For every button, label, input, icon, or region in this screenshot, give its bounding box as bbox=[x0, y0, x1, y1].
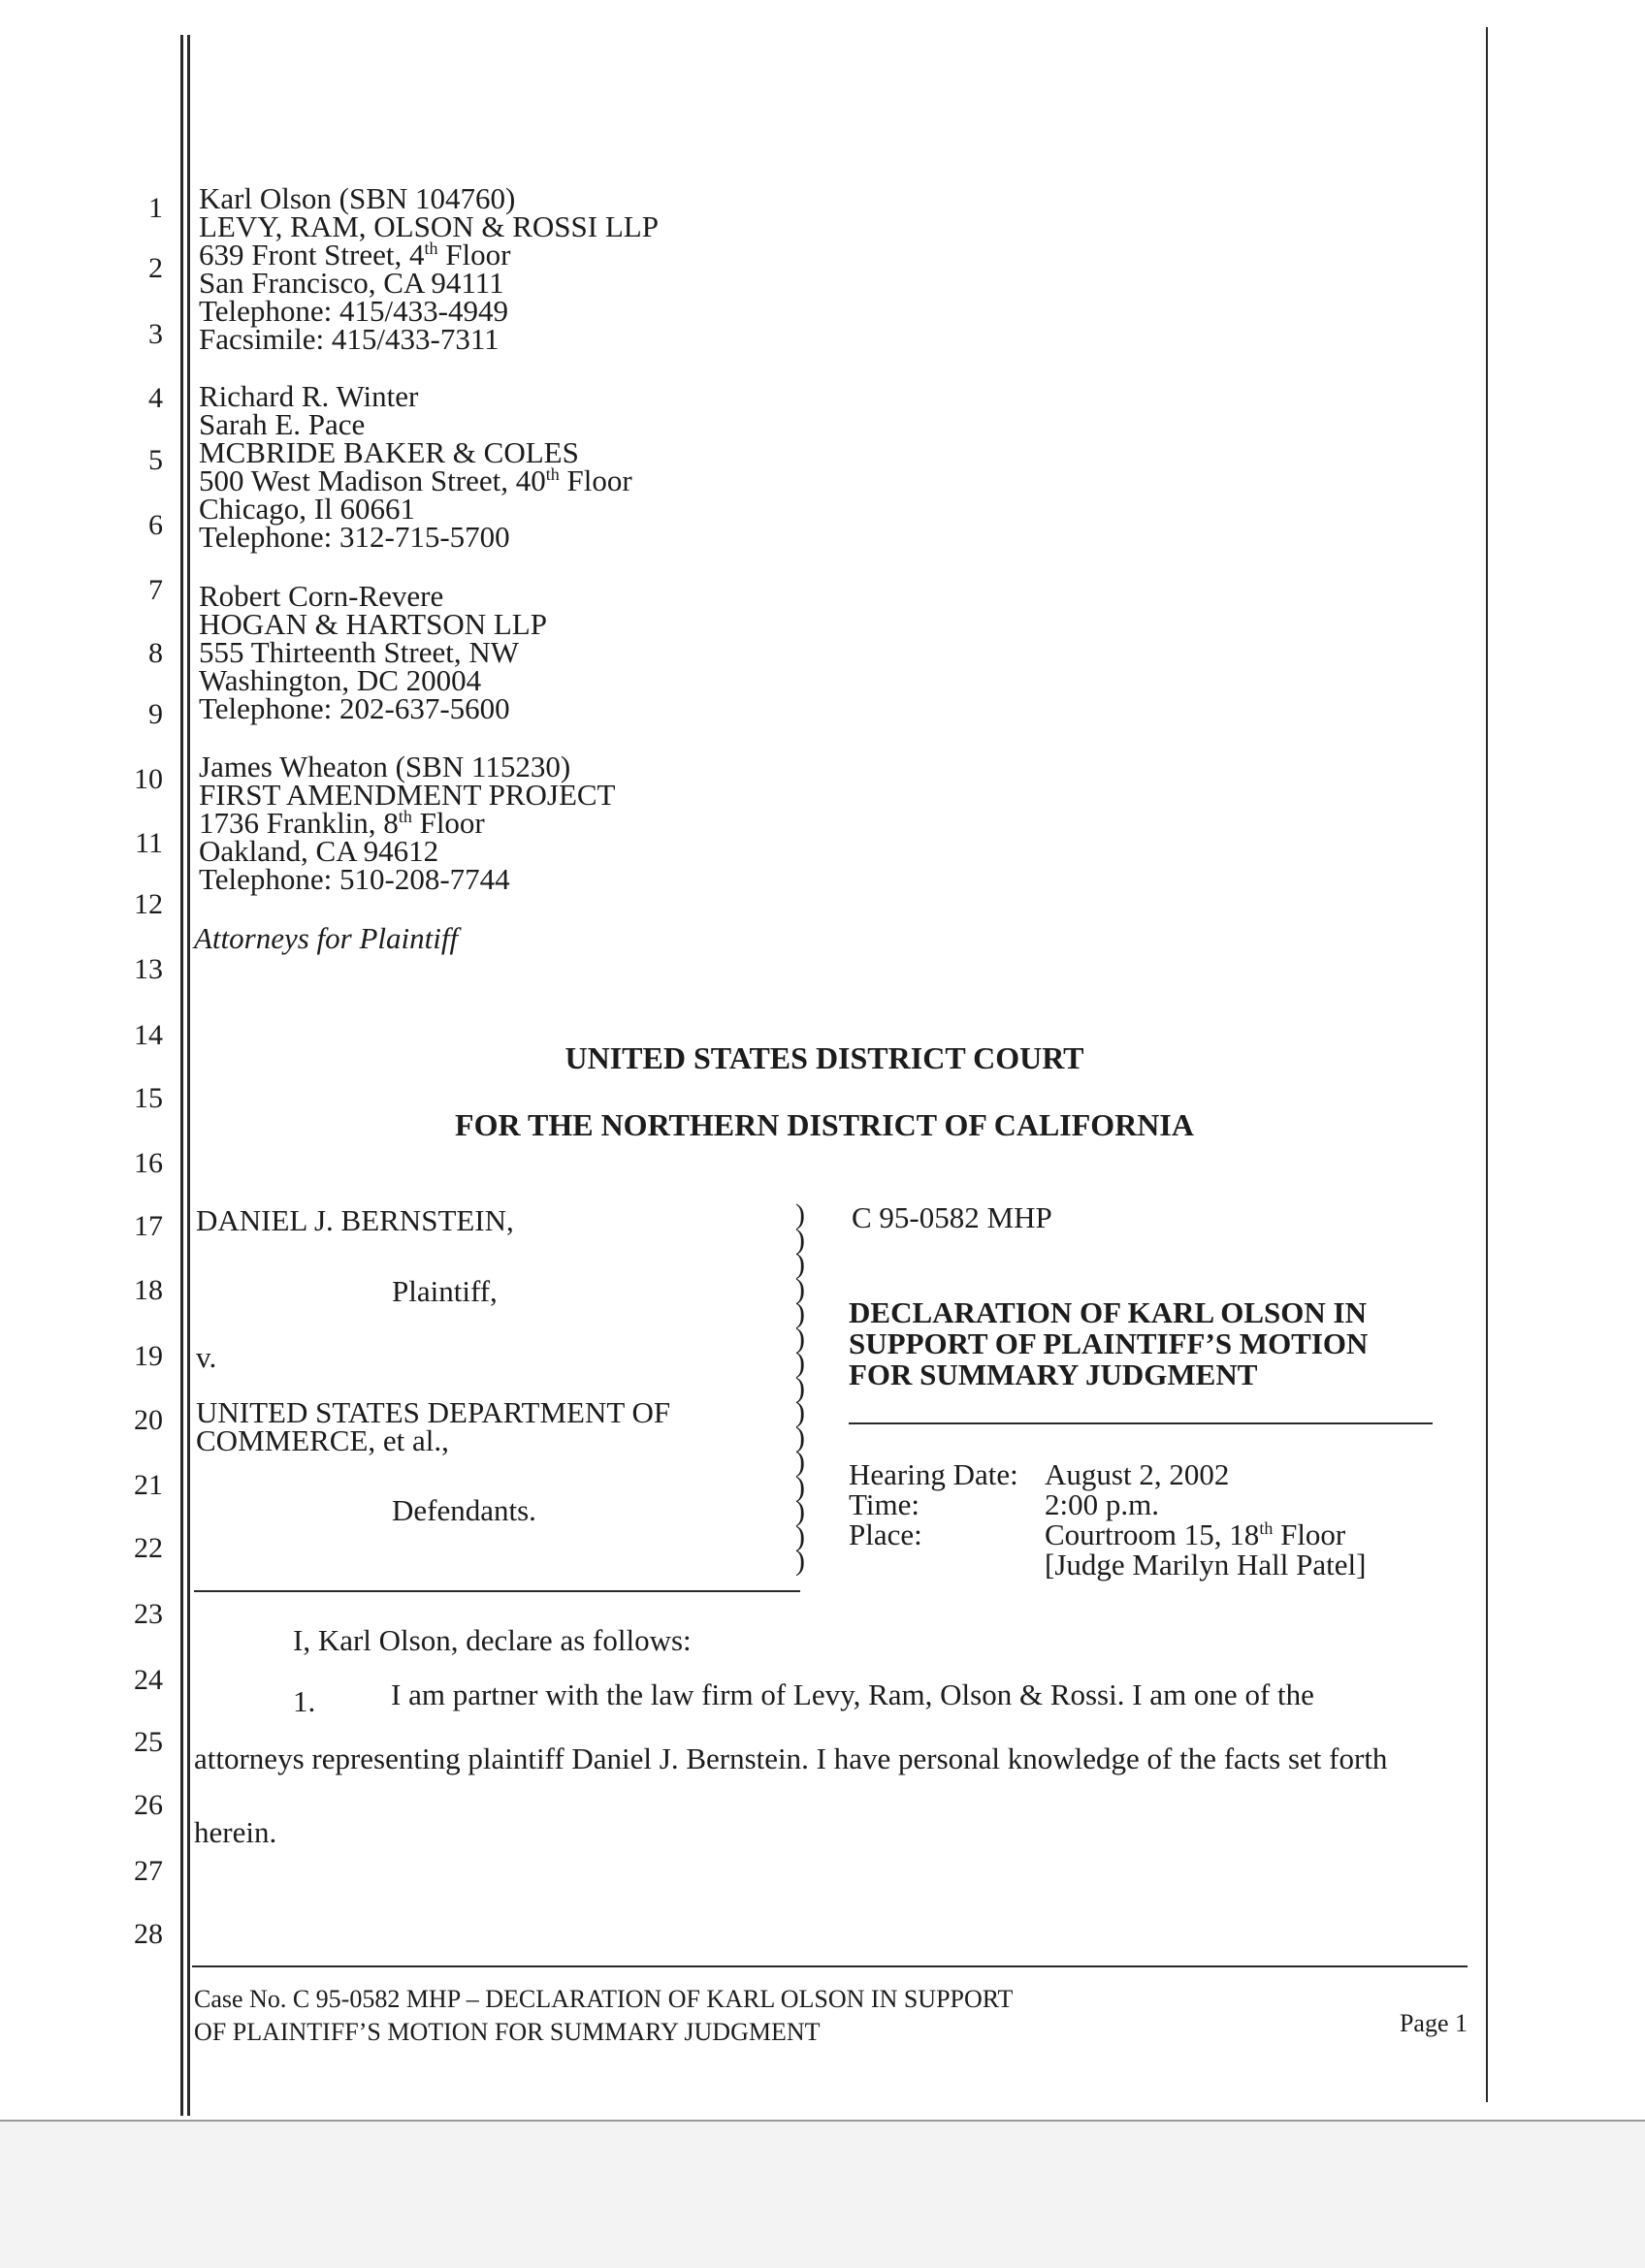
counsel-line: Telephone: 415/433-4949 bbox=[199, 294, 508, 328]
right-margin-rule bbox=[1486, 27, 1488, 2102]
counsel-block bbox=[199, 750, 616, 896]
caption-parenthesis: ) bbox=[795, 1347, 805, 1379]
line-number: 11 bbox=[135, 827, 163, 859]
footer-line-1: Case No. C 95-0582 MHP – DECLARATION OF KARL OLSON IN SUPPORT bbox=[194, 1985, 1014, 2013]
line-number: 12 bbox=[134, 888, 163, 920]
caption-parenthesis: ) bbox=[795, 1396, 805, 1428]
counsel-block bbox=[199, 579, 547, 725]
counsel-line: James Wheaton (SBN 115230) bbox=[199, 750, 571, 783]
counsel-line: San Francisco, CA 94111 bbox=[199, 266, 504, 300]
counsel-line: Telephone: 202-637-5600 bbox=[199, 691, 510, 725]
line-number: 22 bbox=[134, 1532, 163, 1564]
line-number: 23 bbox=[134, 1598, 163, 1630]
defendant-role: Defendants. bbox=[392, 1493, 536, 1527]
line-number: 19 bbox=[134, 1340, 163, 1372]
counsel-line: MCBRIDE BAKER & COLES bbox=[199, 435, 579, 469]
counsel-line: 639 Front Street, 4th Floor bbox=[199, 238, 511, 272]
line-number: 21 bbox=[134, 1469, 163, 1501]
line-number: 6 bbox=[148, 509, 163, 541]
line-number: 1 bbox=[148, 192, 163, 224]
line-number: 10 bbox=[134, 763, 163, 795]
counsel-line: Telephone: 510-208-7744 bbox=[199, 862, 510, 896]
counsel-line: Robert Corn-Revere bbox=[199, 579, 444, 613]
caption-parenthesis: ) bbox=[795, 1470, 805, 1503]
caption-bottom-rule bbox=[194, 1590, 800, 1592]
counsel-line: Washington, DC 20004 bbox=[199, 663, 482, 697]
caption-parenthesis: ) bbox=[795, 1223, 805, 1256]
line-number: 15 bbox=[134, 1082, 163, 1114]
counsel-line: HOGAN & HARTSON LLP bbox=[199, 607, 547, 641]
line-number: 25 bbox=[134, 1726, 163, 1758]
line-number: 7 bbox=[148, 574, 163, 606]
left-margin-rule-inner bbox=[187, 35, 190, 2116]
hearing-date-value: August 2, 2002 bbox=[1045, 1457, 1230, 1491]
paragraph-1-line-1: I am partner with the law firm of Levy, Ram, Olson & Rossi. I am one of the bbox=[391, 1677, 1314, 1711]
defendant-line-2: COMMERCE, et al., bbox=[196, 1423, 449, 1457]
hearing-labels bbox=[849, 1459, 1018, 1549]
line-number: 18 bbox=[134, 1274, 163, 1306]
line-number: 27 bbox=[134, 1855, 163, 1887]
declaration-title-line: FOR SUMMARY JUDGMENT bbox=[849, 1358, 1258, 1391]
case-number: C 95-0582 MHP bbox=[852, 1200, 1052, 1234]
hearing-time-label: Time: bbox=[849, 1487, 919, 1521]
caption-parenthesis: ) bbox=[795, 1297, 805, 1329]
line-number: 17 bbox=[134, 1210, 163, 1242]
counsel-line: 1736 Franklin, 8th Floor bbox=[199, 806, 485, 840]
paragraph-1-line-3: herein. bbox=[194, 1815, 277, 1849]
caption-parenthesis-column bbox=[795, 1198, 815, 1577]
caption-parenthesis: ) bbox=[795, 1371, 805, 1404]
counsel-line: 555 Thirteenth Street, NW bbox=[199, 635, 520, 669]
caption-parenthesis: ) bbox=[795, 1446, 805, 1478]
hearing-place-label: Place: bbox=[849, 1517, 922, 1551]
title-underline bbox=[849, 1422, 1433, 1424]
counsel-line: LEVY, RAM, OLSON & ROSSI LLP bbox=[199, 209, 659, 243]
line-number: 16 bbox=[134, 1147, 163, 1179]
declaration-title-line: DECLARATION OF KARL OLSON IN bbox=[849, 1295, 1367, 1329]
footer-rule bbox=[192, 1965, 1468, 1967]
line-number: 2 bbox=[148, 252, 163, 284]
declaration-intro: I, Karl Olson, declare as follows: bbox=[293, 1623, 692, 1657]
court-name: UNITED STATES DISTRICT COURT bbox=[564, 1040, 1084, 1075]
line-number: 24 bbox=[134, 1664, 163, 1696]
line-number: 13 bbox=[134, 953, 163, 985]
caption-parenthesis: ) bbox=[795, 1421, 805, 1453]
left-margin-rule-outer bbox=[180, 35, 183, 2116]
counsel-block bbox=[199, 379, 632, 554]
court-district: FOR THE NORTHERN DISTRICT OF CALIFORNIA bbox=[455, 1107, 1194, 1142]
declaration-title-line: SUPPORT OF PLAINTIFF’S MOTION bbox=[849, 1326, 1369, 1360]
footer-line-2: OF PLAINTIFF’S MOTION FOR SUMMARY JUDGMENT bbox=[194, 2018, 821, 2046]
counsel-line: 500 West Madison Street, 40th Floor bbox=[199, 463, 632, 497]
line-number: 4 bbox=[148, 382, 163, 414]
line-number: 14 bbox=[134, 1019, 163, 1051]
counsel-line: FIRST AMENDMENT PROJECT bbox=[199, 778, 616, 812]
line-number: 9 bbox=[148, 698, 163, 730]
counsel-block bbox=[199, 181, 659, 356]
line-number: 3 bbox=[148, 318, 163, 350]
versus: v. bbox=[196, 1340, 217, 1374]
line-number: 26 bbox=[134, 1789, 163, 1821]
scan-paper-edge bbox=[0, 2120, 1645, 2122]
caption-parenthesis: ) bbox=[795, 1545, 805, 1577]
plaintiff-name: DANIEL J. BERNSTEIN, bbox=[196, 1203, 514, 1237]
caption-parenthesis: ) bbox=[795, 1322, 805, 1355]
declaration-title bbox=[849, 1297, 1368, 1390]
caption-parenthesis: ) bbox=[795, 1519, 805, 1552]
scan-background-band bbox=[0, 2120, 1645, 2268]
hearing-place-value: Courtroom 15, 18th Floor bbox=[1045, 1517, 1346, 1551]
line-number: 5 bbox=[148, 444, 163, 476]
line-number: 8 bbox=[148, 637, 163, 669]
hearing-time-value: 2:00 p.m. bbox=[1045, 1487, 1159, 1521]
counsel-line: Telephone: 312-715-5700 bbox=[199, 520, 510, 554]
counsel-line: Richard R. Winter bbox=[199, 379, 419, 413]
attorneys-for-plaintiff: Attorneys for Plaintiff bbox=[194, 921, 459, 955]
hearing-date-label: Hearing Date: bbox=[849, 1457, 1018, 1491]
page-number: Page 1 bbox=[1399, 2009, 1468, 2037]
plaintiff-role: Plaintiff, bbox=[392, 1274, 498, 1308]
paragraph-1-number: 1. bbox=[293, 1684, 316, 1718]
caption-parenthesis: ) bbox=[795, 1495, 805, 1527]
counsel-line: Chicago, Il 60661 bbox=[199, 492, 415, 526]
hearing-values bbox=[1045, 1459, 1366, 1580]
footer-caption bbox=[194, 1983, 1013, 2049]
caption-parenthesis: ) bbox=[795, 1272, 805, 1305]
line-number: 20 bbox=[134, 1404, 163, 1436]
hearing-judge: [Judge Marilyn Hall Patel] bbox=[1045, 1548, 1367, 1581]
caption-parenthesis: ) bbox=[795, 1248, 805, 1280]
counsel-line: Sarah E. Pace bbox=[199, 407, 366, 441]
line-number: 28 bbox=[134, 1918, 163, 1950]
caption-parenthesis: ) bbox=[795, 1198, 805, 1230]
counsel-line: Karl Olson (SBN 104760) bbox=[199, 181, 516, 215]
defendant-line-1: UNITED STATES DEPARTMENT OF bbox=[196, 1395, 671, 1429]
paragraph-1-line-2: attorneys representing plaintiff Daniel J. Bernstein. I have personal knowledge of the facts set forth bbox=[194, 1741, 1388, 1775]
counsel-line: Facsimile: 415/433-7311 bbox=[199, 322, 500, 356]
counsel-line: Oakland, CA 94612 bbox=[199, 834, 439, 868]
